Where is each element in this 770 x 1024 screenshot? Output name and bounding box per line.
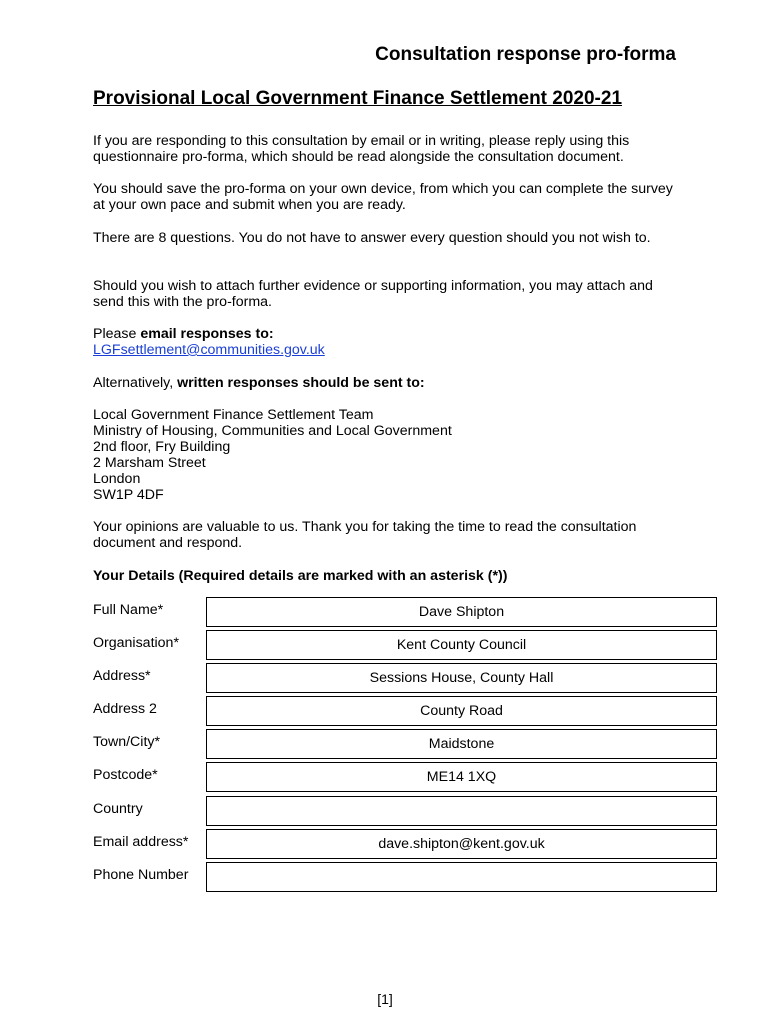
email-bold-text: email responses to: xyxy=(140,326,274,342)
form-row-country xyxy=(93,796,717,826)
form-row-phone xyxy=(93,862,717,892)
postcode-field[interactable]: ME14 1XQ xyxy=(206,762,717,792)
written-bold-text: written responses should be sent to: xyxy=(177,375,425,391)
intro-paragraph-3: There are 8 questions. You do not have to answer every question should you not wish to. xyxy=(93,230,651,246)
email-instruction-line xyxy=(93,326,683,342)
address-line: Local Government Finance Settlement Team xyxy=(93,407,374,423)
email-instructions xyxy=(93,326,683,358)
form-row-email xyxy=(93,829,717,859)
form-row-address xyxy=(93,663,717,693)
email-address-field[interactable]: dave.shipton@kent.gov.uk xyxy=(206,829,717,859)
organisation-label: Organisation* xyxy=(93,635,179,651)
address-line: London xyxy=(93,471,141,487)
document-title: Consultation response pro-forma xyxy=(375,44,676,65)
email-address-label: Email address* xyxy=(93,834,189,850)
intro-paragraph-1: If you are responding to this consultation by email or in writing, please reply using this questionnaire pro-forma, which should be read alongside the consultation document. xyxy=(93,133,630,165)
form-row-address-2 xyxy=(93,696,717,726)
form-row-organisation xyxy=(93,630,717,660)
email-prefix: Please xyxy=(93,326,141,342)
address-line: Ministry of Housing, Communities and Local Government xyxy=(93,423,452,439)
country-label: Country xyxy=(93,801,143,817)
page-number: [1] xyxy=(377,991,393,1007)
closing-paragraph: Your opinions are valuable to us. Thank you for taking the time to read the consultation document and respond. xyxy=(93,519,637,551)
full-name-field[interactable]: Dave Shipton xyxy=(206,597,717,627)
full-name-label: Full Name* xyxy=(93,602,164,618)
address-2-field[interactable]: County Road xyxy=(206,696,717,726)
form-row-postcode xyxy=(93,762,717,792)
intro-paragraph-2: You should save the pro-forma on your own device, from which you can complete the survey at your own pace and submit when you are ready. xyxy=(93,181,673,213)
phone-number-field[interactable] xyxy=(206,862,717,892)
written-instructions xyxy=(93,375,683,391)
form-row-town-city xyxy=(93,729,717,759)
town-city-field[interactable]: Maidstone xyxy=(206,729,717,759)
postcode-label: Postcode* xyxy=(93,767,158,783)
address-field[interactable]: Sessions House, County Hall xyxy=(206,663,717,693)
address-line: 2nd floor, Fry Building xyxy=(93,439,231,455)
address-2-label: Address 2 xyxy=(93,701,157,717)
address-label: Address* xyxy=(93,668,151,684)
your-details-heading: Your Details (Required details are marked with an asterisk (*)) xyxy=(93,568,508,584)
town-city-label: Town/City* xyxy=(93,734,161,750)
address-line: 2 Marsham Street xyxy=(93,455,206,471)
country-field[interactable] xyxy=(206,796,717,826)
form-row-full-name xyxy=(93,597,717,627)
organisation-field[interactable]: Kent County Council xyxy=(206,630,717,660)
email-link[interactable]: LGFsettlement@communities.gov.uk xyxy=(93,342,325,358)
intro-paragraph-4: Should you wish to attach further evidence or supporting information, you may attach and send this with the pro-forma. xyxy=(93,278,653,310)
document-heading: Provisional Local Government Finance Settlement 2020-21 xyxy=(93,88,623,109)
written-prefix: Alternatively, xyxy=(93,375,178,391)
address-line: SW1P 4DF xyxy=(93,487,164,503)
phone-number-label: Phone Number xyxy=(93,867,189,883)
postal-address xyxy=(93,407,683,503)
